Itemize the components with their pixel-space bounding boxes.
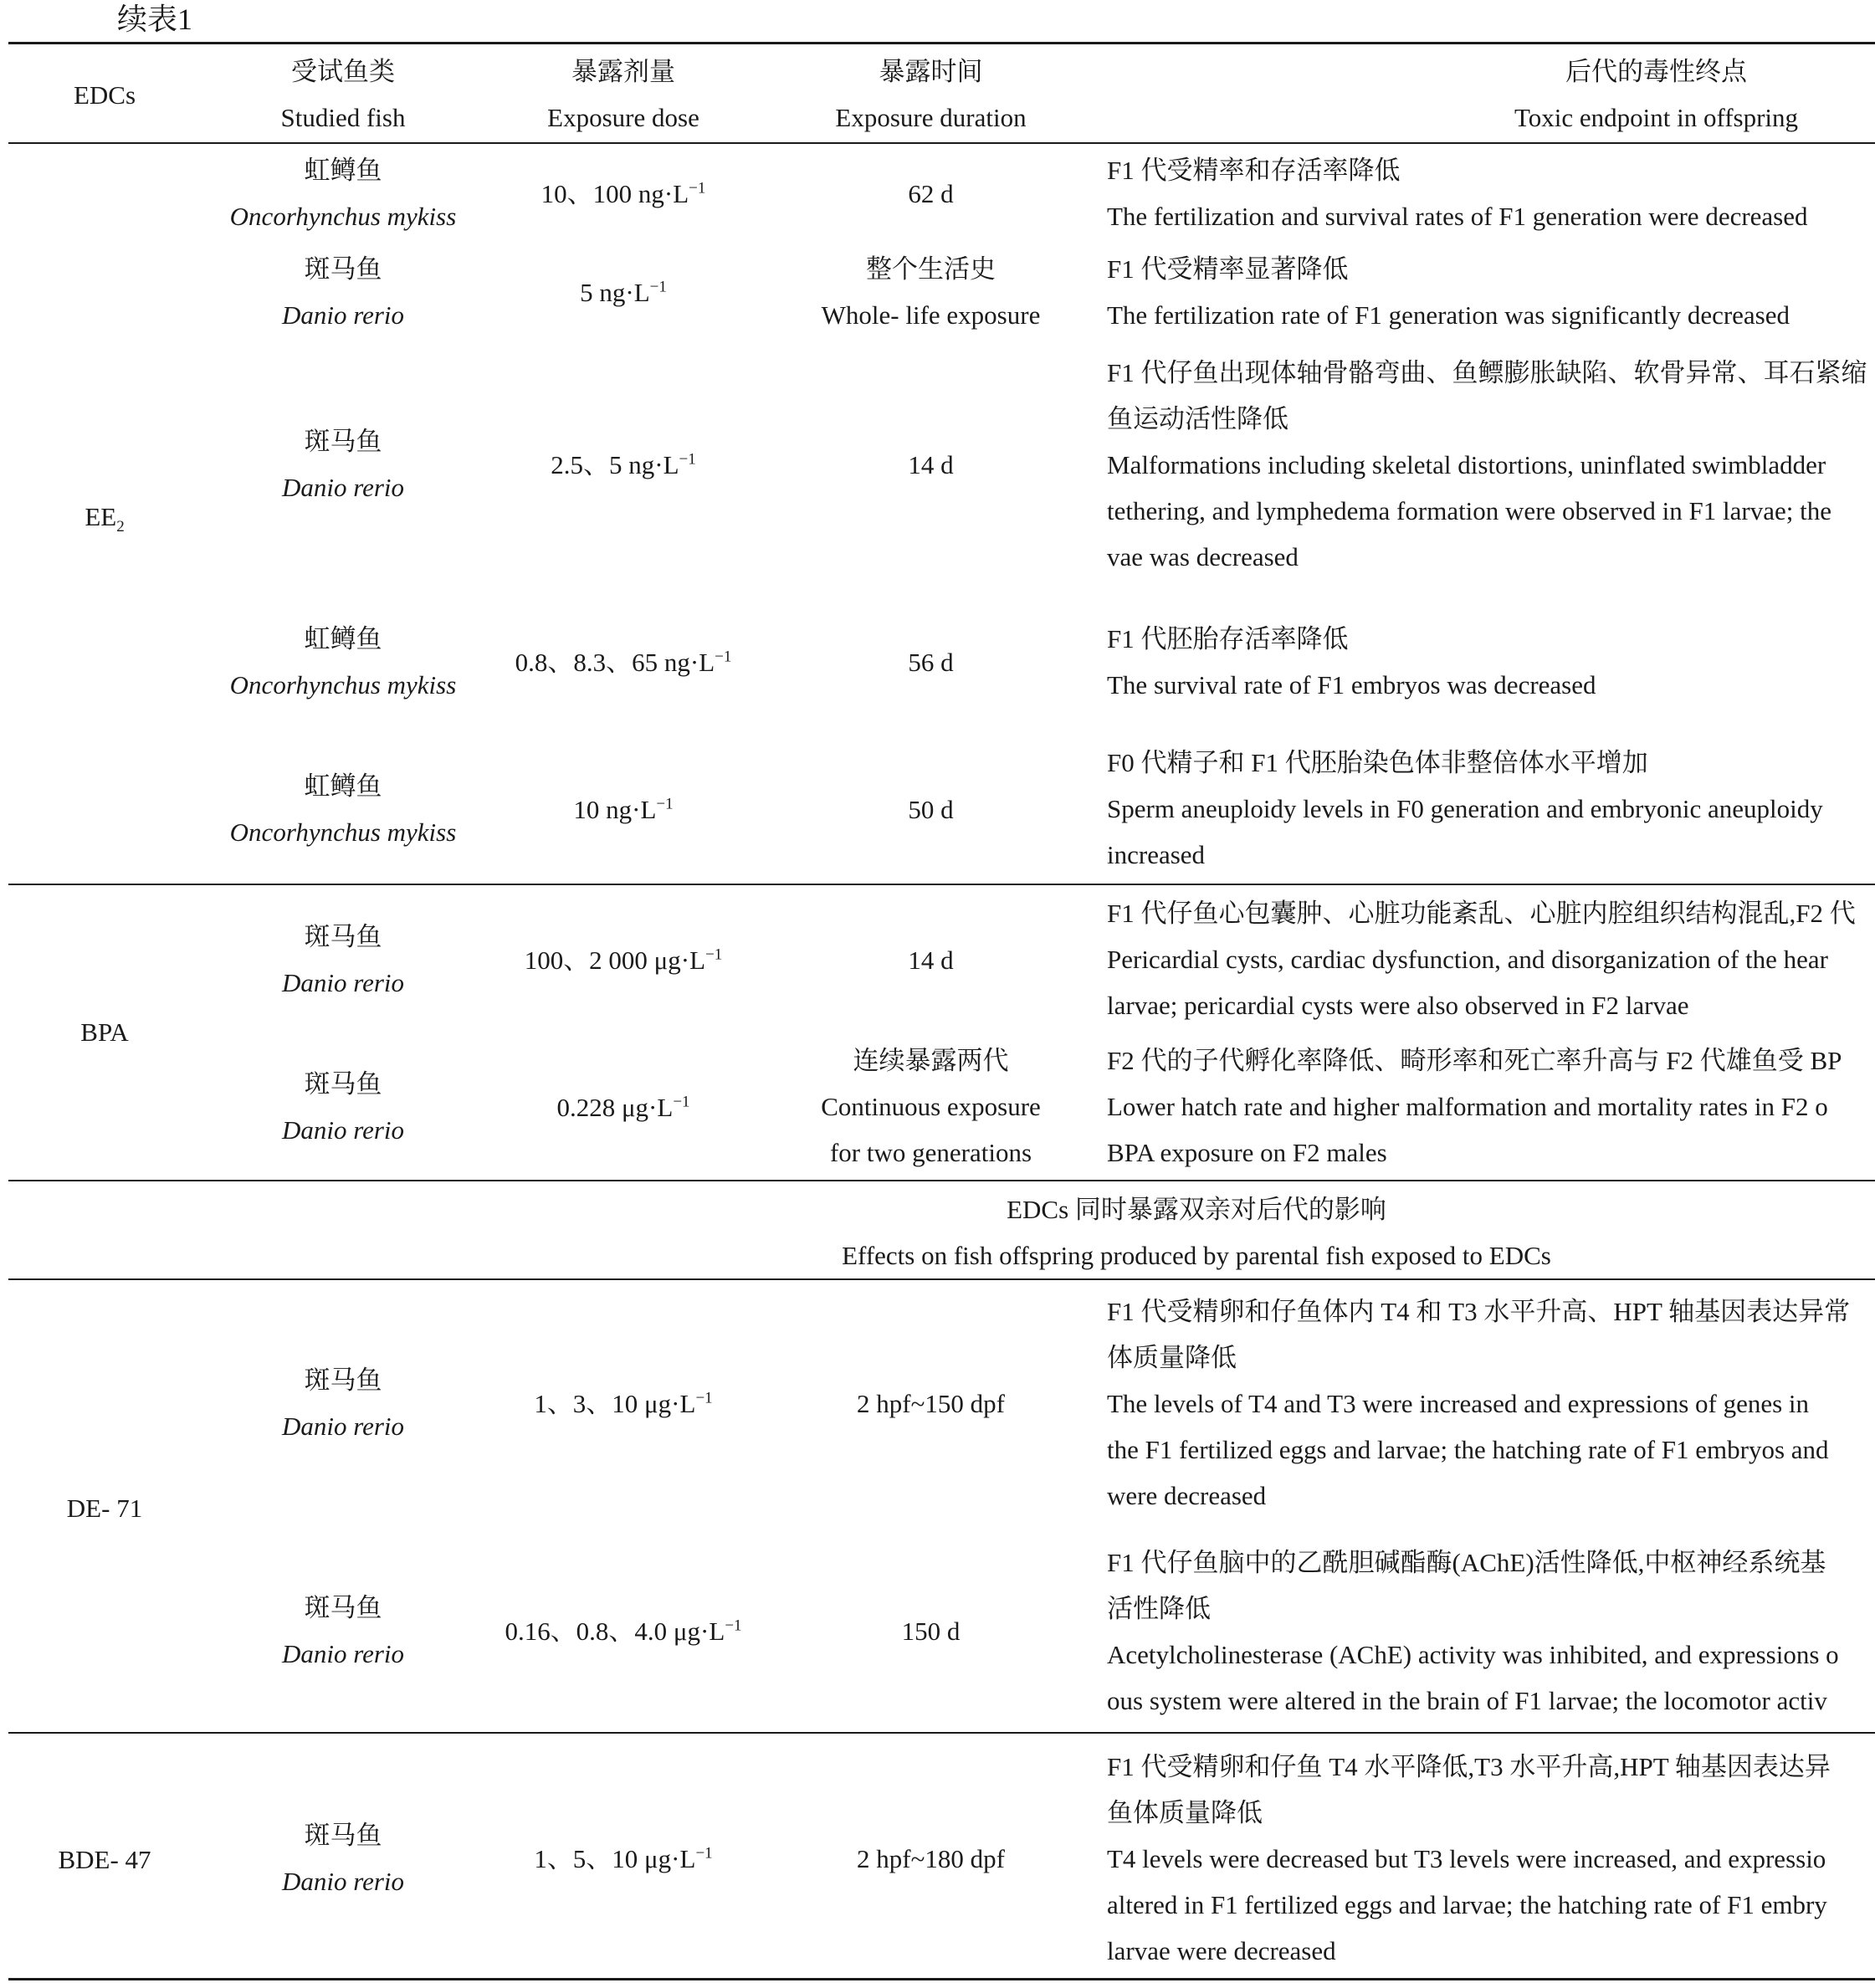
toxic-endpoint-line: F1 代胚胎存活率降低 bbox=[1107, 624, 1349, 653]
duration-cell bbox=[766, 246, 1096, 338]
fish-name-cn: 斑马鱼 bbox=[304, 1365, 382, 1395]
toxic-endpoint-line: the F1 fertilized eggs and larvae; the hatching rate of F1 embryos and bbox=[1107, 1435, 1829, 1464]
toxic-endpoint-line: Sperm aneuploidy levels in F0 generation and embryonic aneuploidy bbox=[1107, 794, 1823, 823]
group-label-ee2-text: EE bbox=[85, 502, 117, 531]
toxic-endpoint-line: tethering, and lymphedema formation were observed in F1 larvae; the bbox=[1107, 496, 1831, 525]
header-edcs: EDCs bbox=[73, 80, 136, 110]
fish-cell bbox=[205, 1812, 481, 1904]
dose-unit-exponent: −1 bbox=[715, 648, 732, 666]
duration-cell bbox=[766, 1836, 1096, 1882]
fish-cell bbox=[205, 418, 481, 510]
section-title-cn: EDCs 同时暴露双亲对后代的影响 bbox=[1007, 1195, 1386, 1224]
fish-name-cn: 虹鳟鱼 bbox=[304, 156, 382, 185]
dose-unit-exponent: −1 bbox=[725, 1617, 742, 1635]
toxic-endpoint-line: F2 代的子代孵化率降低、畸形率和死亡率升高与 F2 代雄鱼受 BP bbox=[1107, 1046, 1842, 1075]
toxic-endpoint-line: The levels of T4 and T3 were increased and expressions of genes in bbox=[1107, 1389, 1810, 1418]
fish-cell bbox=[205, 147, 481, 239]
toxic-endpoint-cell bbox=[1107, 1744, 1875, 1974]
fish-name-cn: 虹鳟鱼 bbox=[304, 771, 382, 801]
header-duration-en: Exposure duration bbox=[835, 103, 1027, 132]
dose-cell bbox=[481, 937, 766, 983]
toxic-endpoint-line: altered in F1 fertilized eggs and larvae; the hatching rate of F1 embry bbox=[1107, 1890, 1827, 1919]
duration-cell bbox=[766, 1381, 1096, 1427]
dose-cell bbox=[481, 1836, 766, 1882]
fish-name-latin: Danio rerio bbox=[281, 1412, 405, 1441]
header-dose bbox=[481, 49, 766, 141]
fish-name-latin: Danio rerio bbox=[281, 1867, 405, 1896]
section-title-en: Effects on fish offspring produced by parental fish exposed to EDCs bbox=[842, 1241, 1551, 1270]
toxic-endpoint-cell bbox=[1107, 246, 1875, 338]
bottom-rule bbox=[8, 1978, 1875, 1980]
toxic-endpoint-line: F1 代受精卵和仔鱼 T4 水平降低,T3 水平升高,HPT 轴基因表达异 bbox=[1107, 1752, 1831, 1781]
top-rule bbox=[8, 42, 1875, 44]
toxic-endpoint-cell bbox=[1107, 1540, 1875, 1724]
dose-unit-exponent: −1 bbox=[656, 795, 674, 813]
de71-group-rule bbox=[8, 1732, 1875, 1734]
group-label-ee2-sub: 2 bbox=[116, 518, 125, 536]
duration-line: 14 d bbox=[908, 945, 954, 975]
fish-name-cn: 斑马鱼 bbox=[304, 254, 382, 284]
duration-line: 2 hpf~180 dpf bbox=[857, 1844, 1005, 1873]
dose-value: 100、2 000 μg·L bbox=[524, 945, 706, 975]
duration-line: 50 d bbox=[908, 795, 954, 824]
fish-name-latin: Danio rerio bbox=[281, 1115, 405, 1145]
header-fish bbox=[205, 49, 481, 141]
dose-value: 10、100 ng·L bbox=[540, 179, 689, 208]
toxic-endpoint-line: 鱼运动活性降低 bbox=[1107, 404, 1288, 433]
duration-line: 62 d bbox=[908, 179, 954, 208]
duration-cell bbox=[766, 1038, 1096, 1176]
duration-cell bbox=[766, 639, 1096, 685]
fish-name-latin: Danio rerio bbox=[281, 300, 405, 330]
fish-name-latin: Danio rerio bbox=[281, 473, 405, 502]
toxic-endpoint-line: 活性降低 bbox=[1107, 1594, 1211, 1623]
dose-value: 5 ng·L bbox=[580, 278, 650, 307]
toxic-endpoint-line: larvae; pericardial cysts were also observed in F2 larvae bbox=[1107, 991, 1689, 1020]
duration-line: 2 hpf~150 dpf bbox=[857, 1389, 1005, 1418]
dose-cell bbox=[481, 1608, 766, 1654]
dose-unit-exponent: −1 bbox=[695, 1844, 713, 1862]
header-rule bbox=[8, 142, 1875, 144]
toxic-endpoint-line: 鱼体质量降低 bbox=[1107, 1798, 1263, 1827]
dose-cell bbox=[481, 786, 766, 833]
header-toxic bbox=[1107, 49, 1875, 141]
table-caption: 续表1 bbox=[117, 3, 193, 36]
duration-line: Continuous exposure bbox=[821, 1092, 1041, 1121]
toxic-endpoint-cell bbox=[1107, 350, 1875, 580]
header-dose-en: Exposure dose bbox=[547, 103, 699, 132]
group-label-de71: DE- 71 bbox=[66, 1494, 143, 1523]
group-label-bde47: BDE- 47 bbox=[58, 1845, 151, 1874]
fish-name-latin: Oncorhynchus mykiss bbox=[229, 202, 457, 231]
group-label-bpa: BPA bbox=[80, 1017, 129, 1047]
dose-value: 0.16、0.8、4.0 μg·L bbox=[505, 1617, 725, 1646]
duration-cell bbox=[766, 786, 1096, 833]
dose-cell bbox=[481, 1084, 766, 1130]
duration-cell bbox=[766, 937, 1096, 983]
fish-name-latin: Danio rerio bbox=[281, 1639, 405, 1668]
fish-name-cn: 斑马鱼 bbox=[304, 922, 382, 951]
dose-cell bbox=[481, 1381, 766, 1427]
toxic-endpoint-line: Malformations including skeletal distortions, uninflated swimbladder bbox=[1107, 450, 1826, 479]
fish-cell bbox=[205, 1061, 481, 1153]
fish-cell bbox=[205, 616, 481, 708]
dose-unit-exponent: −1 bbox=[695, 1389, 713, 1407]
header-fish-en: Studied fish bbox=[280, 103, 406, 132]
toxic-endpoint-line: Pericardial cysts, cardiac dysfunction, and disorganization of the hear bbox=[1107, 945, 1828, 974]
fish-name-latin: Oncorhynchus mykiss bbox=[229, 670, 457, 699]
duration-cell bbox=[766, 442, 1096, 488]
fish-cell bbox=[205, 246, 481, 338]
dose-value: 10 ng·L bbox=[573, 795, 657, 824]
toxic-endpoint-line: vae was decreased bbox=[1107, 542, 1299, 571]
toxic-endpoint-cell bbox=[1107, 1289, 1875, 1519]
duration-line: 整个生活史 bbox=[866, 254, 996, 284]
toxic-endpoint-line: F0 代精子和 F1 代胚胎染色体非整倍体水平增加 bbox=[1107, 748, 1648, 777]
toxic-endpoint-line: The fertilization rate of F1 generation was significantly decreased bbox=[1107, 300, 1790, 330]
fish-name-cn: 斑马鱼 bbox=[304, 1593, 382, 1622]
section-rule bbox=[8, 1278, 1875, 1280]
dose-value: 1、5、10 μg·L bbox=[534, 1844, 696, 1873]
toxic-endpoint-cell bbox=[1107, 740, 1875, 878]
fish-cell bbox=[205, 1585, 481, 1677]
fish-name-cn: 斑马鱼 bbox=[304, 427, 382, 456]
dose-unit-exponent: −1 bbox=[689, 179, 706, 197]
fish-name-latin: Oncorhynchus mykiss bbox=[229, 817, 457, 847]
section-title bbox=[586, 1186, 1807, 1278]
dose-cell bbox=[481, 269, 766, 315]
duration-cell bbox=[766, 171, 1096, 217]
header-duration bbox=[766, 49, 1096, 141]
duration-line: for two generations bbox=[829, 1138, 1032, 1167]
duration-line: 14 d bbox=[908, 450, 954, 479]
toxic-endpoint-line: The survival rate of F1 embryos was decreased bbox=[1107, 670, 1596, 699]
toxic-endpoint-line: BPA exposure on F2 males bbox=[1107, 1138, 1387, 1167]
header-fish-cn: 受试鱼类 bbox=[291, 57, 395, 86]
duration-line: Whole- life exposure bbox=[821, 300, 1041, 330]
dose-unit-exponent: −1 bbox=[673, 1093, 690, 1111]
toxic-endpoint-line: F1 代仔鱼出现体轴骨骼弯曲、鱼鳔膨胀缺陷、软骨异常、耳石紧缩 bbox=[1107, 358, 1867, 387]
group-label-ee2 bbox=[8, 494, 201, 540]
dose-cell bbox=[481, 639, 766, 685]
toxic-endpoint-line: F1 代受精卵和仔鱼体内 T4 和 T3 水平升高、HPT 轴基因表达异常 bbox=[1107, 1297, 1851, 1326]
toxic-endpoint-line: F1 代仔鱼脑中的乙酰胆碱酯酶(AChE)活性降低,中枢神经系统基 bbox=[1107, 1548, 1826, 1577]
dose-value: 1、3、10 μg·L bbox=[534, 1389, 696, 1418]
toxic-endpoint-line: The fertilization and survival rates of F1 generation were decreased bbox=[1107, 202, 1808, 231]
toxic-endpoint-line: F1 代受精率显著降低 bbox=[1107, 254, 1349, 284]
duration-line: 连续暴露两代 bbox=[853, 1046, 1009, 1075]
header-dose-cn: 暴露剂量 bbox=[571, 57, 675, 86]
dose-value: 0.228 μg·L bbox=[556, 1093, 674, 1122]
toxic-endpoint-line: T4 levels were decreased but T3 levels were increased, and expressio bbox=[1107, 1844, 1826, 1873]
toxic-endpoint-cell bbox=[1107, 890, 1875, 1028]
toxic-endpoint-line: increased bbox=[1107, 840, 1206, 869]
toxic-endpoint-line: Lower hatch rate and higher malformation and mortality rates in F2 o bbox=[1107, 1092, 1828, 1121]
header-toxic-en: Toxic endpoint in offspring bbox=[1514, 103, 1799, 132]
dose-unit-exponent: −1 bbox=[705, 945, 723, 964]
duration-line: 56 d bbox=[908, 648, 954, 677]
fish-cell bbox=[205, 763, 481, 855]
duration-cell bbox=[766, 1608, 1096, 1654]
ee2-group-rule bbox=[8, 884, 1875, 885]
toxic-endpoint-line: F1 代仔鱼心包囊肿、心脏功能紊乱、心脏内腔组织结构混乱,F2 代 bbox=[1107, 899, 1856, 928]
dose-value: 0.8、8.3、65 ng·L bbox=[515, 648, 715, 677]
dose-unit-exponent: −1 bbox=[649, 278, 667, 296]
dose-cell bbox=[481, 171, 766, 217]
toxic-endpoint-line: 体质量降低 bbox=[1107, 1343, 1237, 1372]
fish-name-cn: 虹鳟鱼 bbox=[304, 624, 382, 653]
bpa-group-rule bbox=[8, 1180, 1875, 1181]
toxic-endpoint-line: Acetylcholinesterase (AChE) activity was inhibited, and expressions o bbox=[1107, 1640, 1839, 1669]
dose-cell bbox=[481, 442, 766, 488]
toxic-endpoint-line: ous system were altered in the brain of F1 larvae; the locomotor activ bbox=[1107, 1686, 1827, 1715]
fish-cell bbox=[205, 1357, 481, 1449]
toxic-endpoint-line: larvae were decreased bbox=[1107, 1936, 1336, 1965]
toxic-endpoint-cell bbox=[1107, 1038, 1875, 1176]
duration-line: 150 d bbox=[901, 1617, 961, 1646]
dose-value: 2.5、5 ng·L bbox=[551, 450, 679, 479]
header-duration-cn: 暴露时间 bbox=[879, 57, 983, 86]
toxic-endpoint-cell bbox=[1107, 616, 1875, 708]
fish-name-cn: 斑马鱼 bbox=[304, 1821, 382, 1850]
toxic-endpoint-cell bbox=[1107, 147, 1875, 239]
fish-cell bbox=[205, 914, 481, 1006]
fish-name-cn: 斑马鱼 bbox=[304, 1069, 382, 1099]
dose-unit-exponent: −1 bbox=[679, 450, 696, 469]
toxic-endpoint-line: F1 代受精率和存活率降低 bbox=[1107, 156, 1401, 185]
toxic-endpoint-line: were decreased bbox=[1107, 1481, 1267, 1510]
header-toxic-cn: 后代的毒性终点 bbox=[1565, 57, 1747, 86]
fish-name-latin: Danio rerio bbox=[281, 968, 405, 997]
